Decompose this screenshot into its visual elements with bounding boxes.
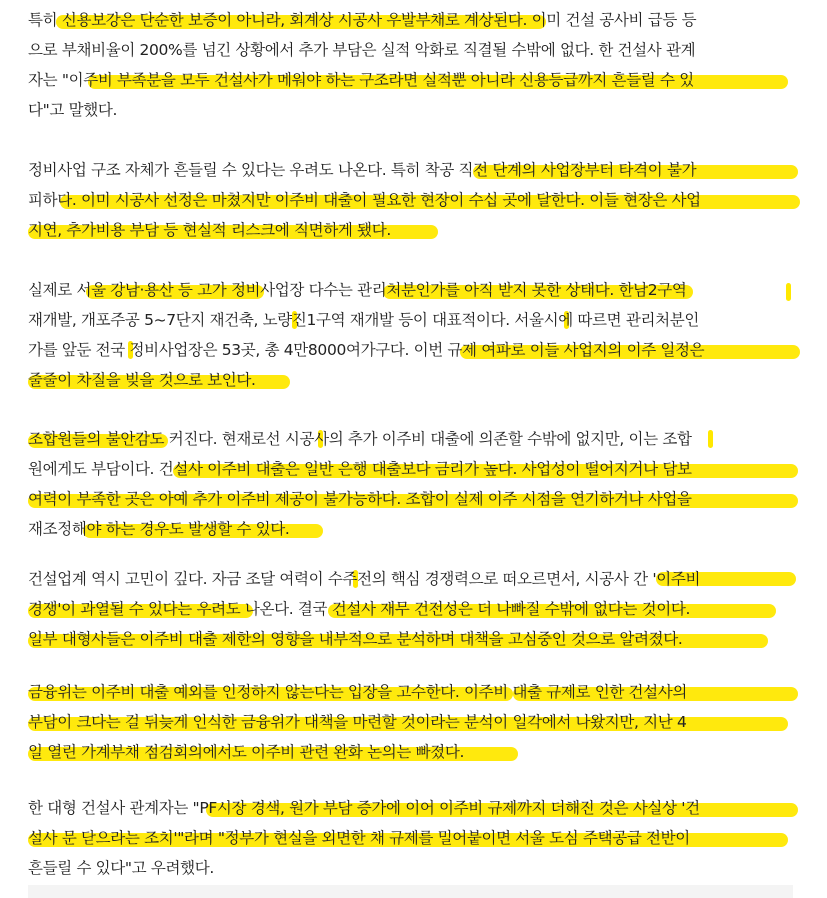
paragraph-line <box>28 853 798 883</box>
highlighter-tick <box>786 283 791 301</box>
line-text: 여력이 부족한 곳은 아예 추가 이주비 제공이 불가능하다. 조합이 실제 이주 시점을 연기하거나 사업을 <box>28 490 692 508</box>
line-text: 일부 대형사들은 이주비 대출 제한의 영향을 내부적으로 분석하며 대책을 고심중인 것으로 알려졌다. <box>28 630 683 648</box>
paragraph-line <box>28 185 798 215</box>
paragraph-line <box>28 155 798 185</box>
line-text: 부담이 크다는 걸 뒤늦게 인식한 금융위가 대책을 마련할 것이라는 분석이 일각에서 나왔지만, 지난 4 <box>28 713 687 731</box>
line-text: 으로 부채비율이 200%를 넘긴 상황에서 추가 부담은 실적 악화로 직결될 수밖에 없다. 한 건설사 관계 <box>28 41 696 59</box>
paragraph-line <box>28 95 798 125</box>
paragraph-line <box>28 424 798 454</box>
line-text: 가를 앞둔 전국 정비사업장은 53곳, 총 4만8000여가구다. 이번 규제 여파로 이들 사업지의 이주 일정은 <box>28 341 705 359</box>
paragraph-line <box>28 594 798 624</box>
paragraph-line <box>28 737 798 767</box>
paragraph-line <box>28 823 798 853</box>
paragraph-7 <box>28 793 798 883</box>
paragraph-line <box>28 335 798 365</box>
paragraph-1 <box>28 5 798 125</box>
line-text: 경쟁'이 과열될 수 있다는 우려도 나온다. 결국 건설사 재무 건전성은 더 나빠질 수밖에 없다는 것이다. <box>28 600 691 618</box>
paragraph-5 <box>28 564 798 654</box>
line-text: 지연, 추가비용 부담 등 현실적 리스크에 직면하게 됐다. <box>28 221 391 239</box>
paragraph-line <box>28 707 798 737</box>
paragraph-line <box>28 484 798 514</box>
paragraph-2 <box>28 155 798 245</box>
line-text: 한 대형 건설사 관계자는 "PF시장 경색, 원가 부담 증가에 이어 이주비 규제까지 더해진 것은 사실상 '건 <box>28 799 700 817</box>
line-text: 피하다. 이미 시공사 선정은 마쳤지만 이주비 대출이 필요한 현장이 수십 곳에 달한다. 이들 현장은 사업 <box>28 191 701 209</box>
footer-placeholder-box <box>28 885 793 898</box>
line-text: 금융위는 이주비 대출 예외를 인정하지 않는다는 입장을 고수한다. 이주비 대출 규제로 인한 건설사의 <box>28 683 688 701</box>
highlighter-tick <box>708 430 713 448</box>
paragraph-6 <box>28 677 798 767</box>
line-text: 재조정해야 하는 경우도 발생할 수 있다. <box>28 520 290 538</box>
line-text: 정비사업 구조 자체가 흔들릴 수 있다는 우려도 나온다. 특히 착공 직전 단계의 사업장부터 타격이 불가 <box>28 161 697 179</box>
paragraph-line <box>28 5 798 35</box>
line-text: 다"고 말했다. <box>28 101 118 119</box>
line-text: 설사 문 닫으라는 조치'"라며 "정부가 현실을 외면한 채 규제를 밀어붙이면 서울 도심 주택공급 전반이 <box>28 829 690 847</box>
paragraph-line <box>28 35 798 65</box>
paragraph-4 <box>28 424 798 544</box>
paragraph-line <box>28 305 798 335</box>
paragraph-line <box>28 793 798 823</box>
line-text: 건설업계 역시 고민이 깊다. 자금 조달 여력이 수주전의 핵심 경쟁력으로 떠오르면서, 시공사 간 '이주비 <box>28 570 701 588</box>
line-text: 재개발, 개포주공 5~7단지 재건축, 노량진1구역 재개발 등이 대표적이다. 서울시에 따르면 관리처분인 <box>28 311 699 329</box>
paragraph-3 <box>28 275 798 395</box>
paragraph-line <box>28 454 798 484</box>
paragraph-line <box>28 514 798 544</box>
paragraph-line <box>28 365 798 395</box>
line-text: 일 열린 가계부채 점검회의에서도 이주비 관련 완화 논의는 빠졌다. <box>28 743 465 761</box>
paragraph-line <box>28 624 798 654</box>
line-text: 원에게도 부담이다. 건설사 이주비 대출은 일반 은행 대출보다 금리가 높다. 사업성이 떨어지거나 담보 <box>28 460 692 478</box>
paragraph-line <box>28 677 798 707</box>
line-text: 특히 신용보강은 단순한 보증이 아니라, 회계상 시공사 우발부채로 계상된다. 이미 건설 공사비 급등 등 <box>28 11 697 29</box>
line-text: 실제로 서울 강남·용산 등 고가 정비사업장 다수는 관리처분인가를 아직 받지 못한 상태다. 한남2구역 <box>28 281 687 299</box>
paragraph-line <box>28 65 798 95</box>
line-text: 조합원들의 불안감도 커진다. 현재로선 시공사의 추가 이주비 대출에 의존할 수밖에 없지만, 이는 조합 <box>28 430 692 448</box>
paragraph-line <box>28 215 798 245</box>
line-text: 줄줄이 차질을 빚을 것으로 보인다. <box>28 371 256 389</box>
line-text: 흔들릴 수 있다"고 우려했다. <box>28 859 214 877</box>
line-text: 자는 "이주비 부족분을 모두 건설사가 메워야 하는 구조라면 실적뿐 아니라 신용등급까지 흔들릴 수 있 <box>28 71 694 89</box>
paragraph-line <box>28 564 798 594</box>
paragraph-line <box>28 275 798 305</box>
